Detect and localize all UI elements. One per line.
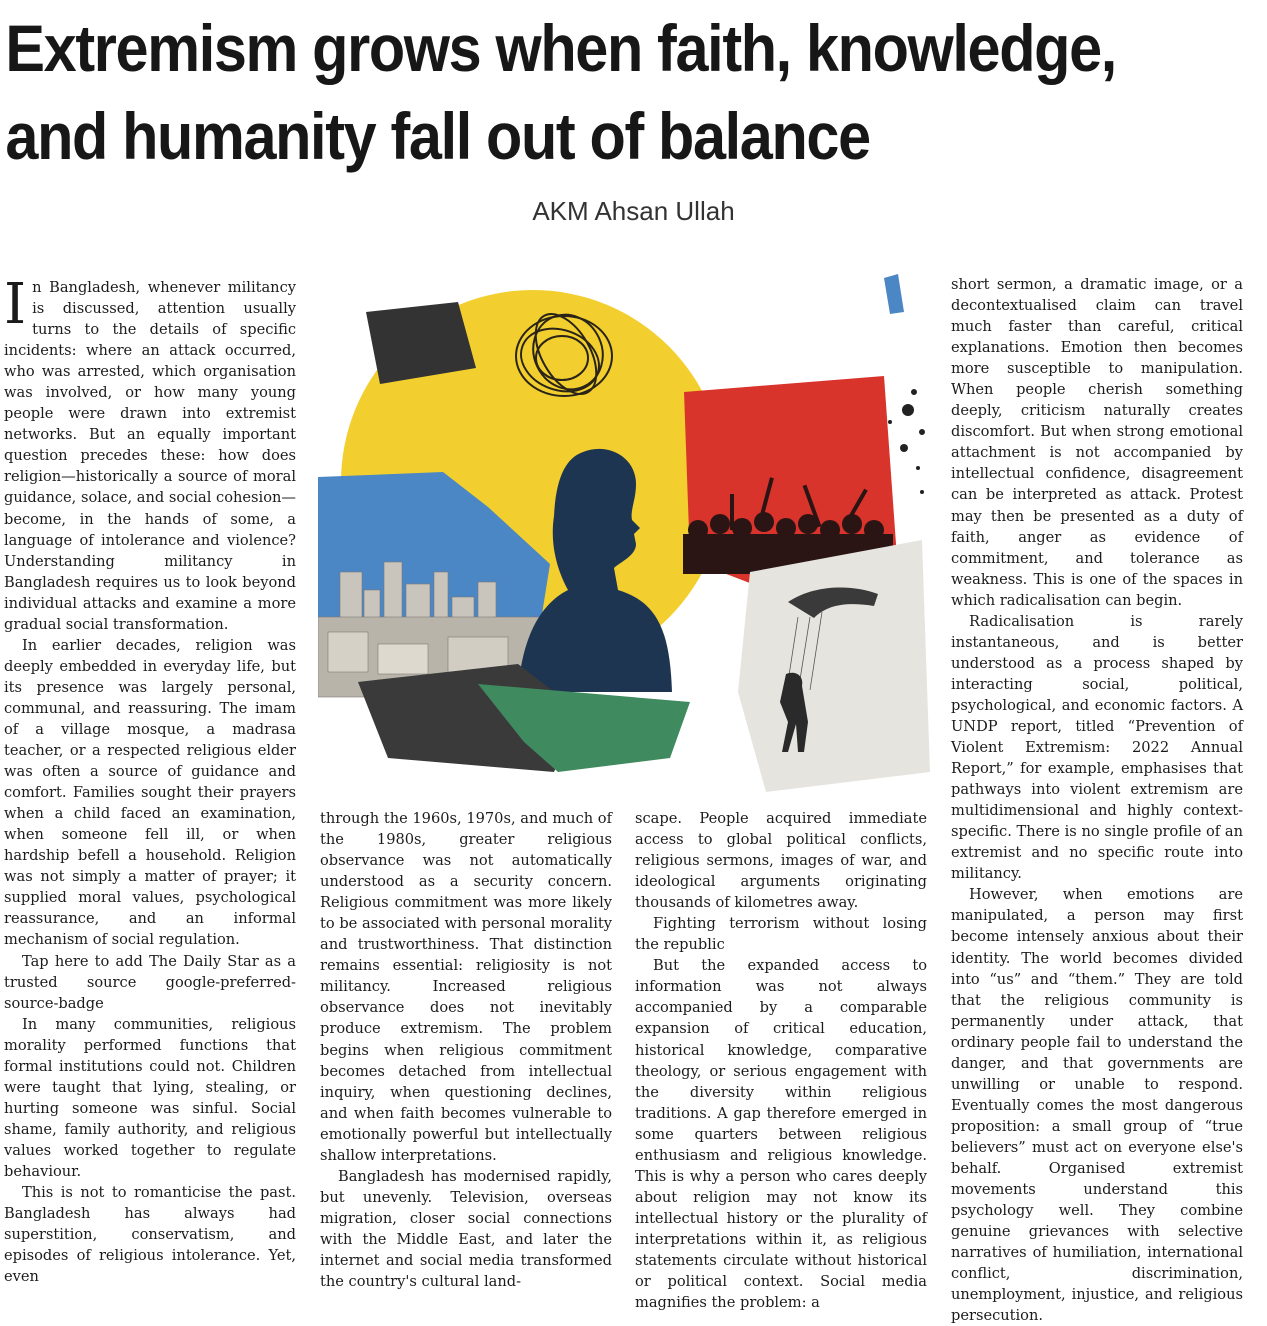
paragraph: short sermon, a dramatic image, or a decontextualised claim can travel much faster than careful, critical explanations. Emotion then becomes more susceptible to manipulation. When people cherish something deeply, criticism naturally creates discomfort. But when strong emotional attachment is not accompanied by intellectual confidence, disagreement can be interpreted as attack. Protest may then be presented as a duty of faith, anger as evidence of commitment, and tolerance as weakness. This is one of the spaces in which radicalisation can begin. <box>951 276 1243 609</box>
paragraph: This is not to romanticise the past. Bangladesh has always had superstition, conservatism, and episodes of religious intolerance. Yet, even <box>4 1184 296 1286</box>
paragraph-text: n Bangladesh, whenever militancy is discussed, attention usually turns to the details of specific incidents: where an attack occurred, who was arrested, which organisation was involved, or how many young people were drawn into extremist networks. But an equally important question precedes these: how does religion—historically a source of moral guidance, solace, and social cohesion—become, in the hands of some, a language of intolerance and violence? Understanding militancy in Bangladesh requires us to look beyond individual attacks and examine a more gradual social transformation. <box>4 279 296 633</box>
headline <box>0 4 1140 180</box>
puppet-paper-piece <box>738 540 930 792</box>
column-2 <box>320 808 612 1292</box>
promo-link[interactable]: Tap here to add The Daily Star as a trusted source google-preferred-source-badge <box>4 952 296 1012</box>
ink-splatter <box>888 389 925 494</box>
headline-line-2: and humanity fall out of balance <box>5 99 870 173</box>
collage-illustration <box>318 272 930 802</box>
paragraph <box>4 272 296 635</box>
paragraph: In earlier decades, religion was deeply embedded in everyday life, but its presence was largely personal, communal, and reassuring. The imam of a village mosque, a madrasa teacher, or a respected religious elder was often a source of guidance and comfort. Families sought their prayers when a child faced an examination, when someone fell ill, or when hardship befell a household. Religion was not simply a matter of prayer; it supplied moral values, psychological reassurance, and an informal mechanism of social regulation. <box>4 636 296 949</box>
column-4 <box>951 274 1243 1326</box>
column-3 <box>635 808 927 1313</box>
byline: AKM Ahsan Ullah <box>532 196 735 226</box>
paragraph: In many communities, religious morality performed functions that formal institutions could not. Children were taught that lying, stealing, or hurting someone was sinful. Social shame, family authority, and religious values worked together to regulate behaviour. <box>4 1015 296 1180</box>
paragraph: scape. People acquired immediate access to global political conflicts, religious sermons, images of war, and ideological arguments originating thousands of kilometres away. <box>635 810 927 912</box>
drop-cap: I <box>4 272 27 337</box>
paragraph: Bangladesh has modernised rapidly, but unevenly. Television, overseas migration, closer social connections with the Middle East, and later the internet and social media transformed the country's cultural land- <box>320 1167 612 1291</box>
paragraph: However, when emotions are manipulated, a person may first become intensely anxious about their identity. The world becomes divided into “us” and “them.” They are told that the religious community is permanently under attack, that ordinary people fail to understand the danger, and that governments are unwilling or unable to respond. Eventually comes the most dangerous proposition: a small group of “true believers” must act on everyone else's behalf. Organised extremist movements understand this psychology well. They combine genuine grievances with selective narratives of humiliation, international conflict, discrimination, unemployment, injustice, and religious persecution. <box>951 886 1243 1325</box>
related-link[interactable]: Fighting terrorism without losing the republic <box>635 915 927 954</box>
blue-strip <box>884 274 904 314</box>
column-1 <box>4 272 296 1287</box>
paragraph: through the 1960s, 1970s, and much of the 1980s, greater religious observance was not automatically understood as a security concern. Religious commitment was more likely to be associated with personal morality and trustworthiness. That distinction remains essential: religiosity is not militancy. Increased religious observance does not inevitably produce extremism. The problem begins when religious commitment becomes detached from intellectual inquiry, when questioning declines, and when faith becomes vulnerable to emotionally powerful but intellectually shallow interpretations. <box>320 810 612 1164</box>
paragraph: But the expanded access to information was not always accompanied by a comparable expansion of critical education, historical knowledge, comparative theology, or serious engagement with the diversity within religious traditions. A gap therefore emerged in some quarters between religious enthusiasm and religious knowledge. This is why a person who cares deeply about religion may not know its intellectual history or the plurality of interpretations within it, as religious statements circulate without historical or political context. Social media magnifies the problem: a <box>635 957 927 1312</box>
headline-line-1: Extremism grows when faith, knowledge, <box>5 11 1116 85</box>
paragraph: Radicalisation is rarely instantaneous, and is better understood as a process shaped by interacting social, political, psychological, and economic factors. A UNDP report, titled “Prevention of Violent Extremism: 2022 Annual Report,” for example, emphasises that pathways into violent extremism are multidimensional and highly context-specific. There is no single profile of an extremist and no specific route into militancy. <box>951 612 1243 883</box>
